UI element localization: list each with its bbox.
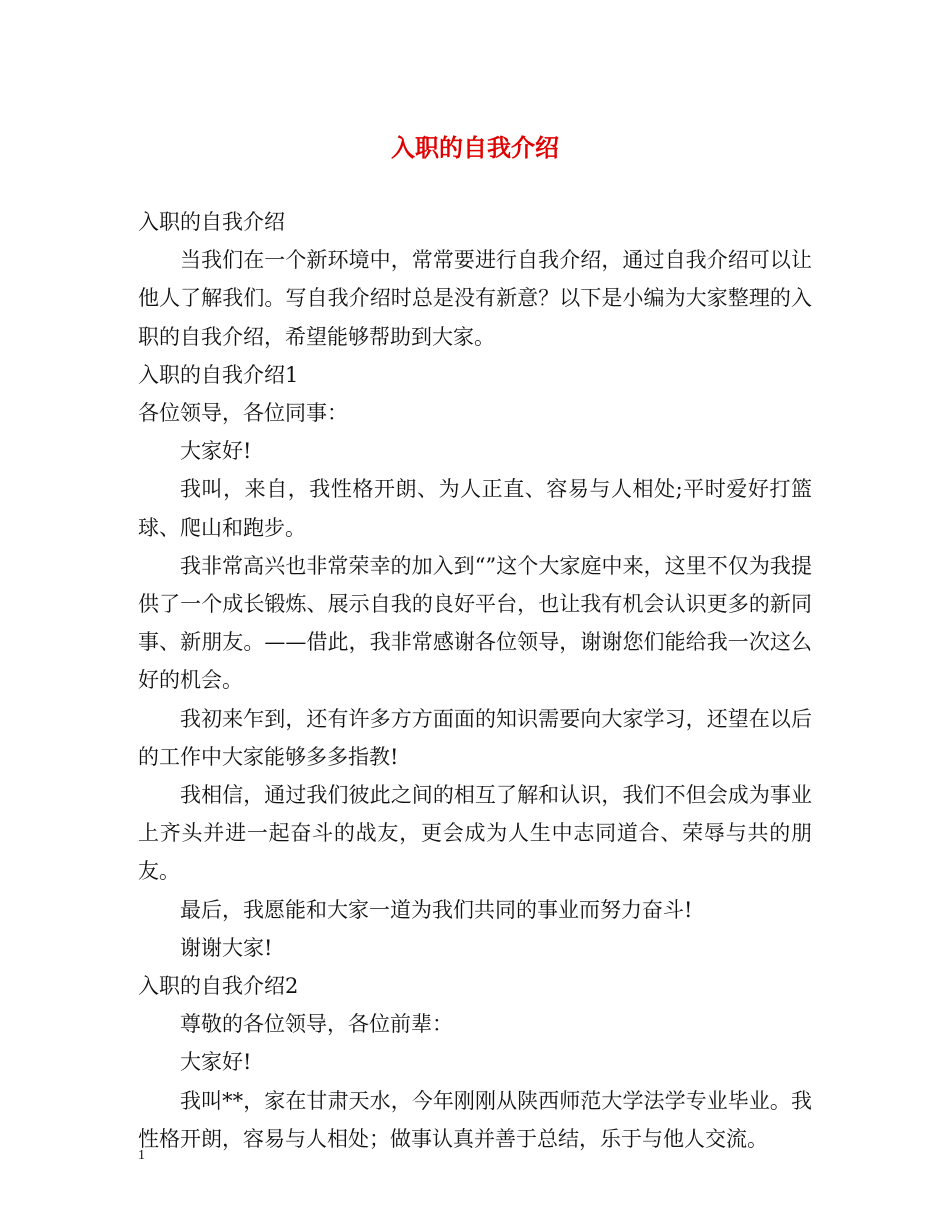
paragraph: 最后，我愿能和大家一道为我们共同的事业而努力奋斗!	[180, 897, 693, 922]
paragraph: 入职的自我介绍	[138, 210, 285, 234]
paragraph: 我相信，通过我们彼此之间的相互了解和认识，我们不但会成为事业上齐头并进一起奋斗的战友，更会成为人生中志同道合、荣辱与共的朋友。	[138, 783, 812, 884]
paragraph: 大家好!	[180, 1050, 252, 1075]
page-number: 1	[138, 1148, 145, 1163]
paragraph: 当我们在一个新环境中，常常要进行自我介绍，通过自我介绍可以让他人了解我们。写自我介绍时总是没有新意？以下是小编为大家整理的入职的自我介绍，希望能够帮助到大家。	[138, 248, 812, 349]
paragraph: 大家好!	[180, 439, 252, 464]
paragraph: 谢谢大家!	[180, 935, 273, 960]
document-body	[138, 203, 812, 1158]
paragraph: 我叫，来自，我性格开朗、为人正直、容易与人相处;平时爱好打篮球、爬山和跑步。	[138, 477, 812, 540]
paragraph: 各位领导，各位同事：	[138, 401, 348, 426]
section-heading: 入职的自我介绍1	[138, 362, 299, 387]
section-heading: 入职的自我介绍2	[138, 974, 299, 999]
paragraph: 尊敬的各位领导，各位前辈：	[180, 1012, 453, 1037]
paragraph: 我初来乍到，还有许多方方面面的知识需要向大家学习，还望在以后的工作中大家能够多多指教!	[138, 706, 812, 769]
paragraph: 我叫**，家在甘肃天水，今年刚刚从陕西师范大学法学专业毕业。我性格开朗，容易与人相处；做事认真并善于总结，乐于与他人交流。	[138, 1088, 812, 1151]
paragraph: 我非常高兴也非常荣幸的加入到“”这个大家庭中来，这里不仅为我提供了一个成长锻炼、展示自我的良好平台，也让我有机会认识更多的新同事、新朋友。——借此，我非常感谢各位领导，谢谢您们能给我一次这么好的机会。	[138, 553, 812, 693]
document-title: 入职的自我介绍	[391, 133, 559, 162]
